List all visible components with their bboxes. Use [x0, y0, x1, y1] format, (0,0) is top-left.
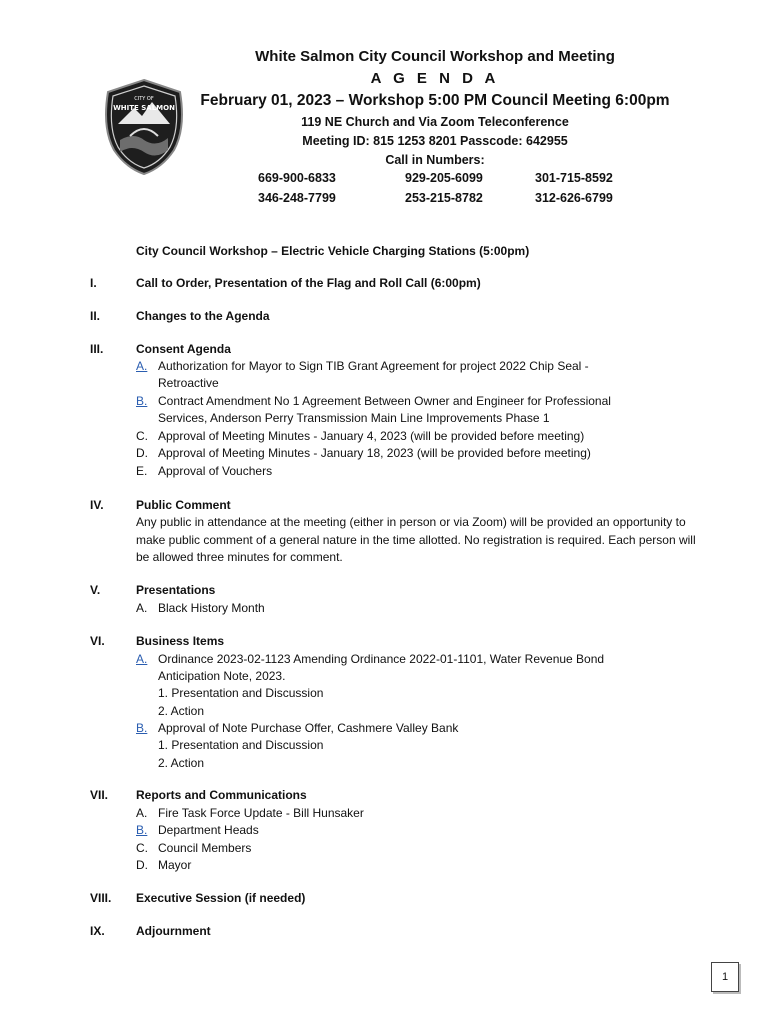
workshop-heading: City Council Workshop – Electric Vehicle Charging Stations (5:00pm)	[136, 244, 530, 258]
phone-number: 346-248-7799	[258, 191, 336, 205]
section-title: Adjournment	[136, 924, 211, 938]
section-title: Changes to the Agenda	[136, 309, 270, 323]
phone-number: 253-215-8782	[405, 191, 483, 205]
section-title: Public Comment	[136, 498, 231, 512]
list-item: Approval of Meeting Minutes - January 18, 2023 (will be provided before meeting)	[158, 446, 591, 460]
list-item-continued: Retroactive	[158, 376, 219, 390]
section-number: I.	[90, 276, 97, 290]
svg-text:CITY OF: CITY OF	[134, 96, 154, 102]
zoom-meeting-id: Meeting ID: 815 1253 8201 Passcode: 642955	[302, 134, 568, 148]
section-title: Presentations	[136, 583, 216, 597]
list-item: Contract Amendment No 1 Agreement Between Owner and Engineer for Professional	[158, 394, 611, 408]
phone-number: 312-626-6799	[535, 191, 613, 205]
section-number: VI.	[90, 634, 105, 648]
item-b-link[interactable]: B.	[136, 721, 148, 735]
item-a-link[interactable]: A.	[136, 359, 148, 373]
section-title: Call to Order, Presentation of the Flag and Roll Call (6:00pm)	[136, 276, 481, 290]
section-number: IV.	[90, 498, 104, 512]
list-item-continued: Services, Anderson Perry Transmission Main Line Improvements Phase 1	[158, 411, 550, 425]
list-item: Approval of Meeting Minutes - January 4, 2023 (will be provided before meeting)	[158, 429, 585, 443]
list-item: Approval of Note Purchase Offer, Cashmere Valley Bank	[158, 721, 459, 735]
section-title: Business Items	[136, 634, 225, 648]
phone-number: 929-205-6099	[405, 171, 483, 185]
agenda-heading: A G E N D A	[370, 70, 500, 87]
meeting-date-line: February 01, 2023 – Workshop 5:00 PM Council Meeting 6:00pm	[200, 92, 670, 109]
list-item: Approval of Vouchers	[158, 464, 273, 478]
list-item: Fire Task Force Update - Bill Hunsaker	[158, 806, 364, 820]
section-number: V.	[90, 583, 101, 597]
item-a-link[interactable]: A.	[136, 652, 148, 666]
section-number: II.	[90, 309, 101, 323]
section-number: III.	[90, 342, 104, 356]
section-number: VII.	[90, 788, 109, 802]
section-number: VIII.	[90, 891, 112, 905]
meeting-title: White Salmon City Council Workshop and Meeting	[255, 48, 615, 65]
call-in-label: Call in Numbers:	[385, 153, 485, 167]
list-item: Black History Month	[158, 601, 265, 615]
item-letter: C.	[136, 841, 148, 855]
sub-item: 1. Presentation and Discussion	[158, 686, 324, 700]
list-item-continued: Anticipation Note, 2023.	[158, 669, 286, 683]
sub-item: 2. Action	[158, 704, 205, 718]
section-title: Consent Agenda	[136, 342, 231, 356]
public-comment-text: Any public in attendance at the meeting (either in person or via Zoom) will be provided an opportunity to make public comment of a general nature in the time allotted. No registration is required. Each person will be allowed three minutes for comment.	[136, 515, 696, 564]
page-number-badge: 1	[711, 962, 739, 992]
list-item: Ordinance 2023-02-1123 Amending Ordinance 2022-01-1101, Water Revenue Bond	[158, 652, 605, 666]
sub-item: 2. Action	[158, 756, 205, 770]
item-letter: D.	[136, 446, 148, 460]
section-title: Reports and Communications	[136, 788, 307, 802]
sub-item: 1. Presentation and Discussion	[158, 738, 324, 752]
svg-text:WHITE SALMON: WHITE SALMON	[113, 104, 175, 112]
list-item: Council Members	[158, 841, 252, 855]
section-number: IX.	[90, 924, 105, 938]
phone-number: 301-715-8592	[535, 171, 613, 185]
item-letter: C.	[136, 429, 148, 443]
item-letter: A.	[136, 806, 148, 820]
item-letter: A.	[136, 601, 148, 615]
item-b-link[interactable]: B.	[136, 823, 148, 837]
list-item: Authorization for Mayor to Sign TIB Grant Agreement for project 2022 Chip Seal -	[158, 359, 589, 373]
item-letter: D.	[136, 858, 148, 872]
list-item: Mayor	[158, 858, 192, 872]
section-title: Executive Session (if needed)	[136, 891, 306, 905]
list-item: Department Heads	[158, 823, 259, 837]
item-b-link[interactable]: B.	[136, 394, 148, 408]
phone-number: 669-900-6833	[258, 171, 336, 185]
item-letter: E.	[136, 464, 148, 478]
meeting-location: 119 NE Church and Via Zoom Teleconference	[301, 115, 569, 129]
